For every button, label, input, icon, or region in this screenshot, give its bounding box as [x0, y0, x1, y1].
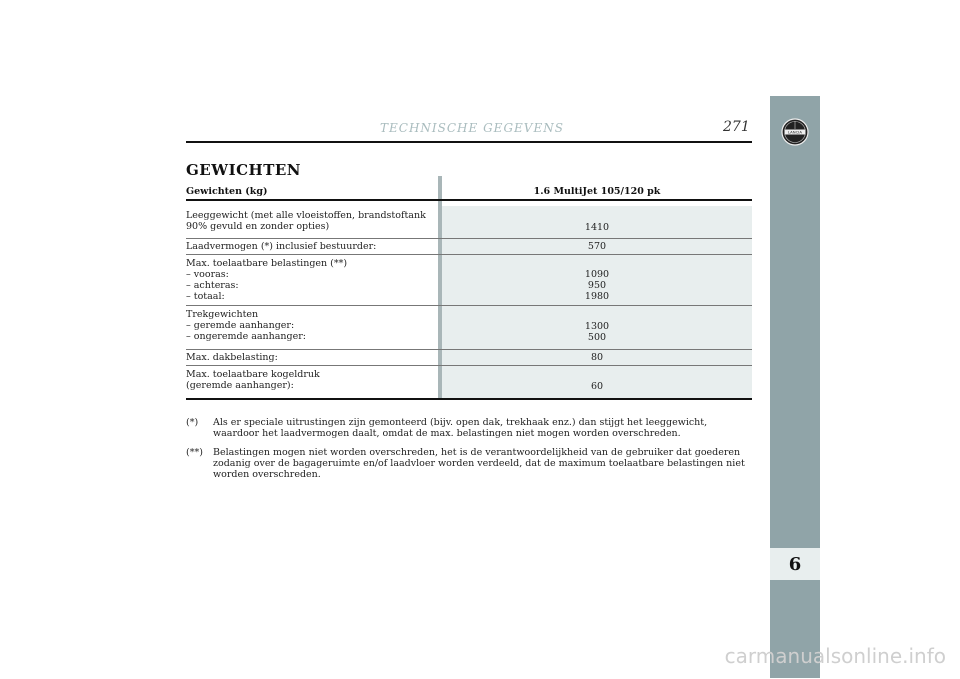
tab-logo-area	[770, 96, 820, 452]
row-divider	[186, 254, 752, 255]
header-rule	[186, 141, 752, 143]
section-title: GEWICHTEN	[186, 161, 302, 179]
row-divider	[186, 349, 752, 350]
row-value-max-loads: 1090 950 1980	[584, 269, 610, 302]
row-value-roof-load: 80	[590, 352, 604, 363]
chapter-tab-strip	[770, 96, 820, 582]
row-value-payload: 570	[587, 241, 607, 252]
row-divider	[186, 238, 752, 239]
row-label-roof-load: Max. dakbelasting:	[186, 352, 278, 363]
table-bottom-rule	[186, 398, 752, 400]
footnote-1	[186, 417, 756, 441]
row-label-towing: Trekgewichten – geremde aanhanger: – ongeremde aanhanger:	[186, 309, 306, 342]
footnote-mark: (*)	[186, 417, 199, 428]
row-value-tow-ball: 60	[590, 381, 604, 392]
footnote-text: Belastingen mogen niet worden overschreden, het is de verantwoordelijkheid van de gebruiker dat goederen zodanig over de bagageruimte en/of laadvloer worden verdeeld, dat de maximum toelaatbare belastingen niet worden overschreden.	[213, 447, 745, 480]
chapter-number[interactable]: 6	[788, 554, 802, 575]
page-header-title: TECHNISCHE GEGEVENS	[380, 121, 564, 135]
row-divider	[186, 365, 752, 366]
logo-text: LANCIA	[787, 129, 803, 135]
row-label-empty-weight: Leeggewicht (met alle vloeistoffen, brandstoftank 90% gevuld en zonder opties)	[186, 210, 426, 232]
lancia-shield-icon	[780, 117, 810, 147]
table-header-engine: 1.6 MultiJet 105/120 pk	[533, 186, 661, 197]
row-label-payload: Laadvermogen (*) inclusief bestuurder:	[186, 241, 377, 252]
watermark: carmanualsonline.info	[724, 644, 946, 668]
row-label-max-loads: Max. toelaatbare belastingen (**) – vooras: – achteras: – totaal:	[186, 258, 348, 302]
table-header-weights: Gewichten (kg)	[186, 186, 268, 197]
row-value-towing: 1300 500	[584, 321, 610, 343]
page-number: 271	[723, 119, 750, 135]
footnote-text: Als er speciale uitrustingen zijn gemonteerd (bijv. open dak, trekhaak enz.) dan stijgt het leeggewicht, waardoor het laadvermogen daalt, omdat de max. belastingen niet mogen worden overschreden.	[213, 417, 708, 439]
table-header-rule	[186, 199, 752, 201]
row-value-empty-weight: 1410	[584, 222, 610, 233]
row-label-tow-ball: Max. toelaatbare kogeldruk (geremde aanhanger):	[186, 369, 320, 391]
footnote-2	[186, 447, 756, 480]
footnote-mark: (**)	[186, 447, 203, 458]
row-divider	[186, 305, 752, 306]
